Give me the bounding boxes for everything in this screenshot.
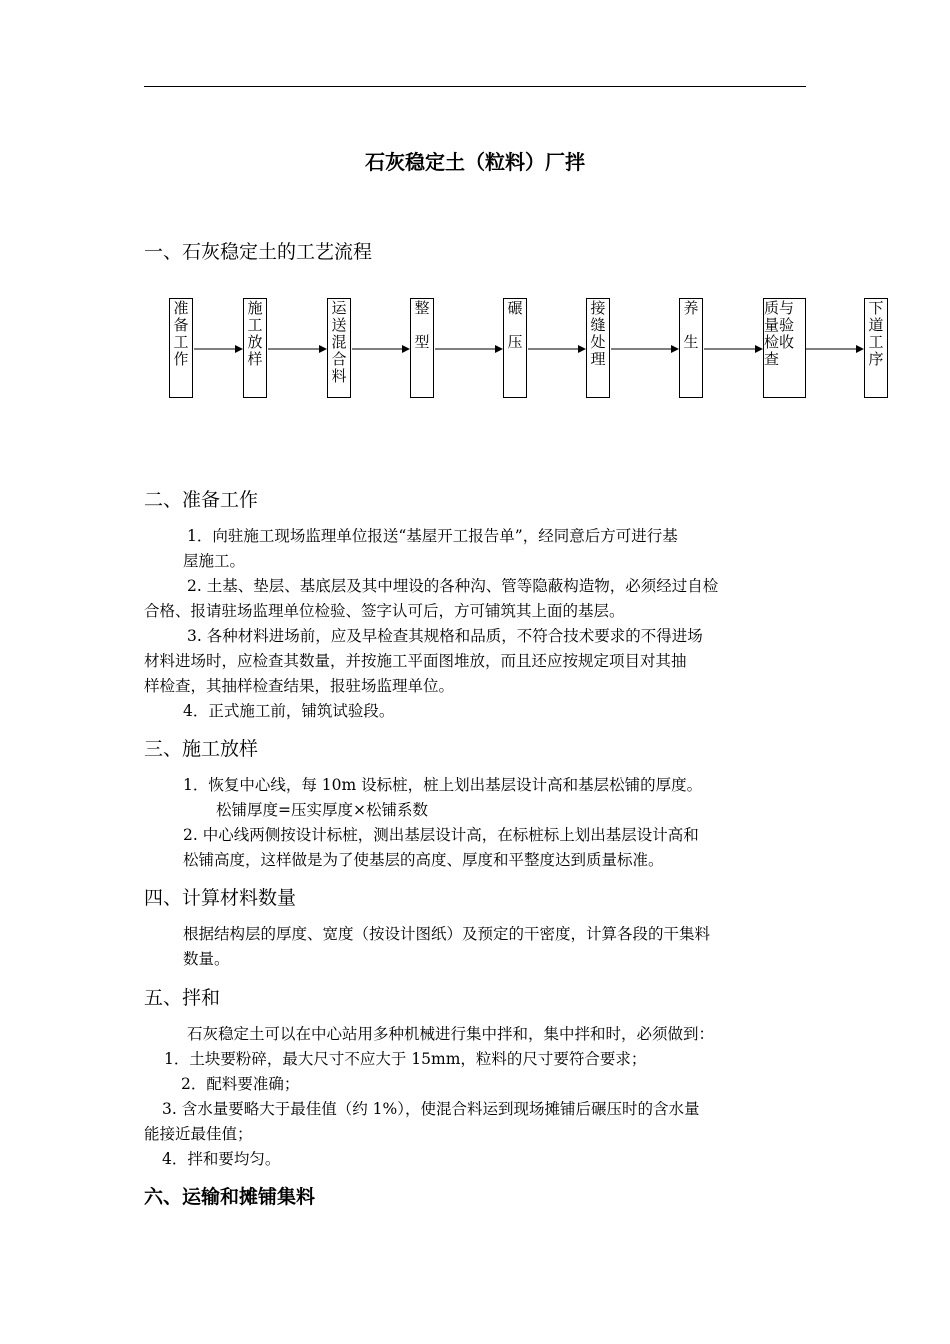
flow-step-cure: 养 生 bbox=[679, 298, 703, 398]
section-heading-transport: 六、运输和摊铺集料 bbox=[144, 1186, 316, 1208]
section-heading-process: 一、石灰稳定土的工艺流程 bbox=[144, 241, 373, 263]
flow-step-transport: 运 送 混 合 料 bbox=[327, 298, 351, 398]
section-heading-mix: 五、拌和 bbox=[144, 987, 221, 1009]
mix-line: 3. 含水量要略大于最佳值（约 1%），使混合料运到现场摊铺后碾压时的含水量 bbox=[162, 1100, 700, 1118]
prep-line: 材料进场时，应检查其数量，并按施工平面图堆放，而且还应按规定项目对其抽 bbox=[144, 652, 687, 670]
flow-step-quality-check: 质与量验检收查 bbox=[763, 298, 806, 398]
prep-line: 样检查，其抽样检查结果，报驻场监理单位。 bbox=[144, 677, 455, 695]
mix-line: 4．拌和要均匀。 bbox=[162, 1150, 281, 1168]
flow-step-next: 下 道 工 序 bbox=[864, 298, 888, 398]
mix-line: 1．土块要粉碎，最大尺寸不应大于 15mm，粒料的尺寸要符合要求； bbox=[164, 1050, 647, 1068]
flow-step-shape: 整 型 bbox=[410, 298, 434, 398]
flow-step-compact: 碾 压 bbox=[503, 298, 527, 398]
prep-line: 合格、报请驻场监理单位检验、签字认可后，方可铺筑其上面的基层。 bbox=[144, 602, 625, 620]
layout-line: 松铺厚度=压实厚度×松铺系数 bbox=[216, 801, 428, 819]
mix-line: 能接近最佳值； bbox=[144, 1125, 253, 1143]
layout-line: 2. 中心线两侧按设计标桩，测出基层设计高，在标桩标上划出基层设计高和 bbox=[183, 826, 699, 844]
prep-line: 1．向驻施工现场监理单位报送“基屋开工报告单”，经同意后方可进行基 bbox=[187, 527, 678, 545]
flow-step-joint: 接 缝 处 理 bbox=[586, 298, 610, 398]
section-heading-prep: 二、准备工作 bbox=[144, 489, 259, 511]
document-title: 石灰稳定土（粒料）厂拌 bbox=[365, 150, 585, 174]
mix-line: 石灰稳定土可以在中心站用多种机械进行集中拌和，集中拌和时，必须做到： bbox=[187, 1025, 715, 1043]
prep-line: 2. 土基、垫层、基底层及其中埋设的各种沟、管等隐蔽构造物，必须经过自检 bbox=[187, 577, 719, 595]
layout-line: 松铺高度，这样做是为了使基层的高度、厚度和平整度达到质量标准。 bbox=[183, 851, 664, 869]
section-heading-calc: 四、计算材料数量 bbox=[144, 887, 297, 909]
calc-line: 数量。 bbox=[183, 950, 230, 968]
flow-step-layout: 施 工 放 样 bbox=[243, 298, 267, 398]
calc-line: 根据结构层的厚度、宽度（按设计图纸）及预定的干密度，计算各段的干集料 bbox=[183, 925, 711, 943]
section-heading-layout: 三、施工放样 bbox=[144, 738, 259, 760]
mix-line: 2．配料要准确； bbox=[181, 1075, 300, 1093]
prep-line: 4．正式施工前，铺筑试验段。 bbox=[183, 702, 395, 720]
flow-arrows bbox=[0, 0, 950, 420]
layout-line: 1．恢复中心线，每 10m 设标桩，桩上划出基层设计高和基层松铺的厚度。 bbox=[183, 776, 703, 794]
flow-step-prepare: 准 备 工 作 bbox=[169, 298, 193, 398]
prep-line: 屋施工。 bbox=[183, 552, 246, 570]
prep-line: 3. 各种材料进场前，应及早检查其规格和品质，不符合技术要求的不得进场 bbox=[187, 627, 703, 645]
